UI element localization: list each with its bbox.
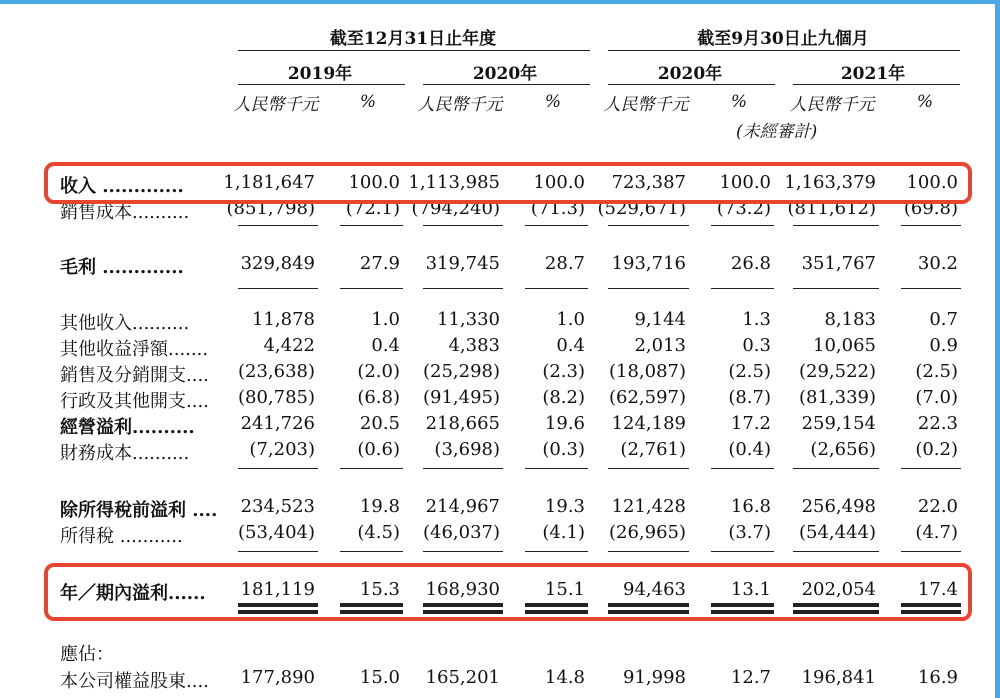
subtotal-rule [793,225,879,226]
unit-label: 人民幣千元 [233,95,319,115]
period-underline-nine-months [608,50,960,51]
unit-label: 人民幣千元 [417,95,503,115]
subtotal-rule [793,288,879,289]
subtotal-rule [608,468,689,469]
period-header-annual: 截至12月31日止年度 [329,29,497,49]
amount-cell: 723,387 [611,172,686,193]
amount-cell: 329,849 [240,253,315,274]
highlight-box-revenue [44,162,972,204]
percent-cell: 15.1 [544,579,585,600]
percent-cell: 100.0 [719,172,771,193]
amount-cell: (29,522) [798,361,876,382]
period-underline-annual [238,50,590,51]
percent-cell: 16.9 [917,667,958,688]
percent-cell: 14.8 [544,667,585,688]
row-label: 應佔： [60,644,114,665]
percent-cell: 27.9 [359,253,400,274]
percent-cell: 0.3 [742,335,771,356]
amount-cell: 351,767 [801,253,876,274]
percent-cell: 0.4 [556,335,585,356]
percent-cell: 0.9 [929,335,958,356]
amount-cell: 1,163,379 [784,172,876,193]
highlight-box-profit [44,563,972,621]
subtotal-rule [901,468,961,469]
subtotal-rule [423,225,503,226]
row-label: 其他收入.......... [60,313,190,334]
percent-cell: (69.8) [903,198,958,219]
amount-cell: 196,841 [801,667,876,688]
percent-cell: 17.2 [730,413,771,434]
amount-cell: (3,698) [434,439,500,460]
pct-label: % [544,92,562,112]
percent-cell: 22.0 [917,496,958,517]
subtotal-rule [711,288,774,289]
percent-cell: (2.5) [728,361,771,382]
amount-cell: 214,967 [425,496,500,517]
amount-cell: (54,444) [798,522,876,543]
amount-cell: 8,183 [824,309,876,330]
percent-cell: 1.0 [556,309,585,330]
row-label: 毛利 ............. [60,257,184,278]
amount-cell: 121,428 [611,496,686,517]
subtotal-rule [423,551,503,552]
amount-cell: 259,154 [801,413,876,434]
subtotal-rule [901,551,961,552]
row-label: 本公司權益股東.... [60,671,209,692]
amount-cell: (23,638) [237,361,315,382]
row-label: 行政及其他開支.... [60,391,209,412]
percent-cell: 12.7 [730,667,771,688]
pct-label: % [730,92,748,112]
subtotal-rule [238,551,318,552]
year-underline [423,84,590,85]
percent-cell: (8.7) [728,387,771,408]
percent-cell: 17.4 [917,579,958,600]
subtotal-rule [901,288,961,289]
amount-cell: (7,203) [249,439,315,460]
subtotal-rule [238,225,318,226]
subtotal-rule [901,225,961,226]
amount-cell: 11,878 [252,309,315,330]
amount-cell: 319,745 [425,253,500,274]
row-label: 所得稅 ........... [60,526,183,547]
amount-cell: (851,798) [226,198,315,219]
amount-cell: 10,065 [813,335,876,356]
percent-cell: (3.7) [728,522,771,543]
subtotal-rule [525,288,588,289]
year-header-2019: 2019年 [287,64,353,84]
percent-cell: 26.8 [730,253,771,274]
pct-label: % [359,92,377,112]
year-header-2021: 2021年 [840,64,906,84]
amount-cell: 1,181,647 [223,172,315,193]
percent-cell: (8.2) [542,387,585,408]
percent-cell: 0.4 [371,335,400,356]
subtotal-rule [423,468,503,469]
frame-top-edge [0,0,1000,4]
amount-cell: 256,498 [801,496,876,517]
subtotal-rule [238,288,318,289]
percent-cell: 19.8 [359,496,400,517]
percent-cell: (7.0) [915,387,958,408]
percent-cell: (0.4) [728,439,771,460]
amount-cell: (91,495) [422,387,500,408]
subtotal-rule [340,551,403,552]
amount-cell: 193,716 [611,253,686,274]
subtotal-rule [340,468,403,469]
percent-cell: 28.7 [544,253,585,274]
amount-cell: 91,998 [623,667,686,688]
percent-cell: (2.3) [542,361,585,382]
amount-cell: (81,339) [798,387,876,408]
subtotal-rule [525,468,588,469]
subtotal-rule [608,551,689,552]
percent-cell: (4.5) [357,522,400,543]
amount-cell: 177,890 [240,667,315,688]
subtotal-rule [238,468,318,469]
amount-cell: (2,761) [620,439,686,460]
percent-cell: 1.0 [371,309,400,330]
percent-cell: 1.3 [742,309,771,330]
percent-cell: 100.0 [906,172,958,193]
percent-cell: (0.6) [357,439,400,460]
amount-cell: (18,087) [608,361,686,382]
percent-cell: (71.3) [530,198,585,219]
amount-cell: 234,523 [240,496,315,517]
percent-cell: 20.5 [359,413,400,434]
amount-cell: 165,201 [425,667,500,688]
percent-cell: (0.2) [915,439,958,460]
amount-cell: 168,930 [425,579,500,600]
amount-cell: 124,189 [611,413,686,434]
row-label: 經營溢利.......... [60,417,195,438]
subtotal-rule [525,225,588,226]
row-label: 年／期內溢利...... [60,583,206,604]
subtotal-rule [340,288,403,289]
amount-cell: (794,240) [411,198,500,219]
row-label: 銷售成本.......... [60,202,190,223]
percent-cell: 22.3 [917,413,958,434]
year-underline [608,84,775,85]
amount-cell: 218,665 [425,413,500,434]
percent-cell: (2.0) [357,361,400,382]
frame-right-edge [995,0,1000,698]
percent-cell: (0.3) [542,439,585,460]
amount-cell: (25,298) [422,361,500,382]
row-label: 除所得稅前溢利 .... [60,500,218,521]
amount-cell: 94,463 [623,579,686,600]
percent-cell: 15.0 [359,667,400,688]
amount-cell: 4,422 [263,335,315,356]
subtotal-rule [711,551,774,552]
amount-cell: (46,037) [422,522,500,543]
year-underline [793,84,960,85]
row-label: 收入 ............. [60,176,184,197]
percent-cell: 15.3 [359,579,400,600]
amount-cell: 241,726 [240,413,315,434]
percent-cell: (2.5) [915,361,958,382]
unit-label: 人民幣千元 [789,95,875,115]
year-header-2020-nine-months: 2020年 [657,64,723,84]
percent-cell: (72.1) [345,198,400,219]
percent-cell: 19.6 [544,413,585,434]
unaudited-label: (未經審計) [736,122,818,142]
amount-cell: 11,330 [437,309,500,330]
percent-cell: 19.3 [544,496,585,517]
row-label: 其他收益淨額....... [60,339,209,360]
amount-cell: (53,404) [237,522,315,543]
percent-cell: (4.1) [542,522,585,543]
percent-cell: 100.0 [348,172,400,193]
amount-cell: (811,612) [787,198,876,219]
row-label: 銷售及分銷開支.... [60,365,209,386]
amount-cell: (62,597) [608,387,686,408]
amount-cell: (2,656) [810,439,876,460]
amount-cell: 4,383 [448,335,500,356]
year-header-2020-annual: 2020年 [472,64,538,84]
percent-cell: (73.2) [716,198,771,219]
amount-cell: 1,113,985 [408,172,500,193]
subtotal-rule [525,551,588,552]
percent-cell: (4.7) [915,522,958,543]
percent-cell: (6.8) [357,387,400,408]
amount-cell: (80,785) [237,387,315,408]
subtotal-rule [608,225,689,226]
percent-cell: 100.0 [533,172,585,193]
subtotal-rule [340,225,403,226]
percent-cell: 16.8 [730,496,771,517]
subtotal-rule [711,225,774,226]
year-underline [238,84,405,85]
unit-label: 人民幣千元 [603,95,689,115]
amount-cell: 181,119 [240,579,315,600]
percent-cell: 0.7 [929,309,958,330]
subtotal-rule [793,468,879,469]
subtotal-rule [711,468,774,469]
percent-cell: 30.2 [917,253,958,274]
amount-cell: (26,965) [608,522,686,543]
subtotal-rule [793,551,879,552]
subtotal-rule [423,288,503,289]
amount-cell: (529,671) [597,198,686,219]
percent-cell: 13.1 [730,579,771,600]
amount-cell: 202,054 [801,579,876,600]
pct-label: % [916,92,934,112]
row-label: 財務成本.......... [60,443,190,464]
amount-cell: 9,144 [634,309,686,330]
subtotal-rule [608,288,689,289]
amount-cell: 2,013 [634,335,686,356]
period-header-nine-months: 截至9月30日止九個月 [697,29,869,49]
